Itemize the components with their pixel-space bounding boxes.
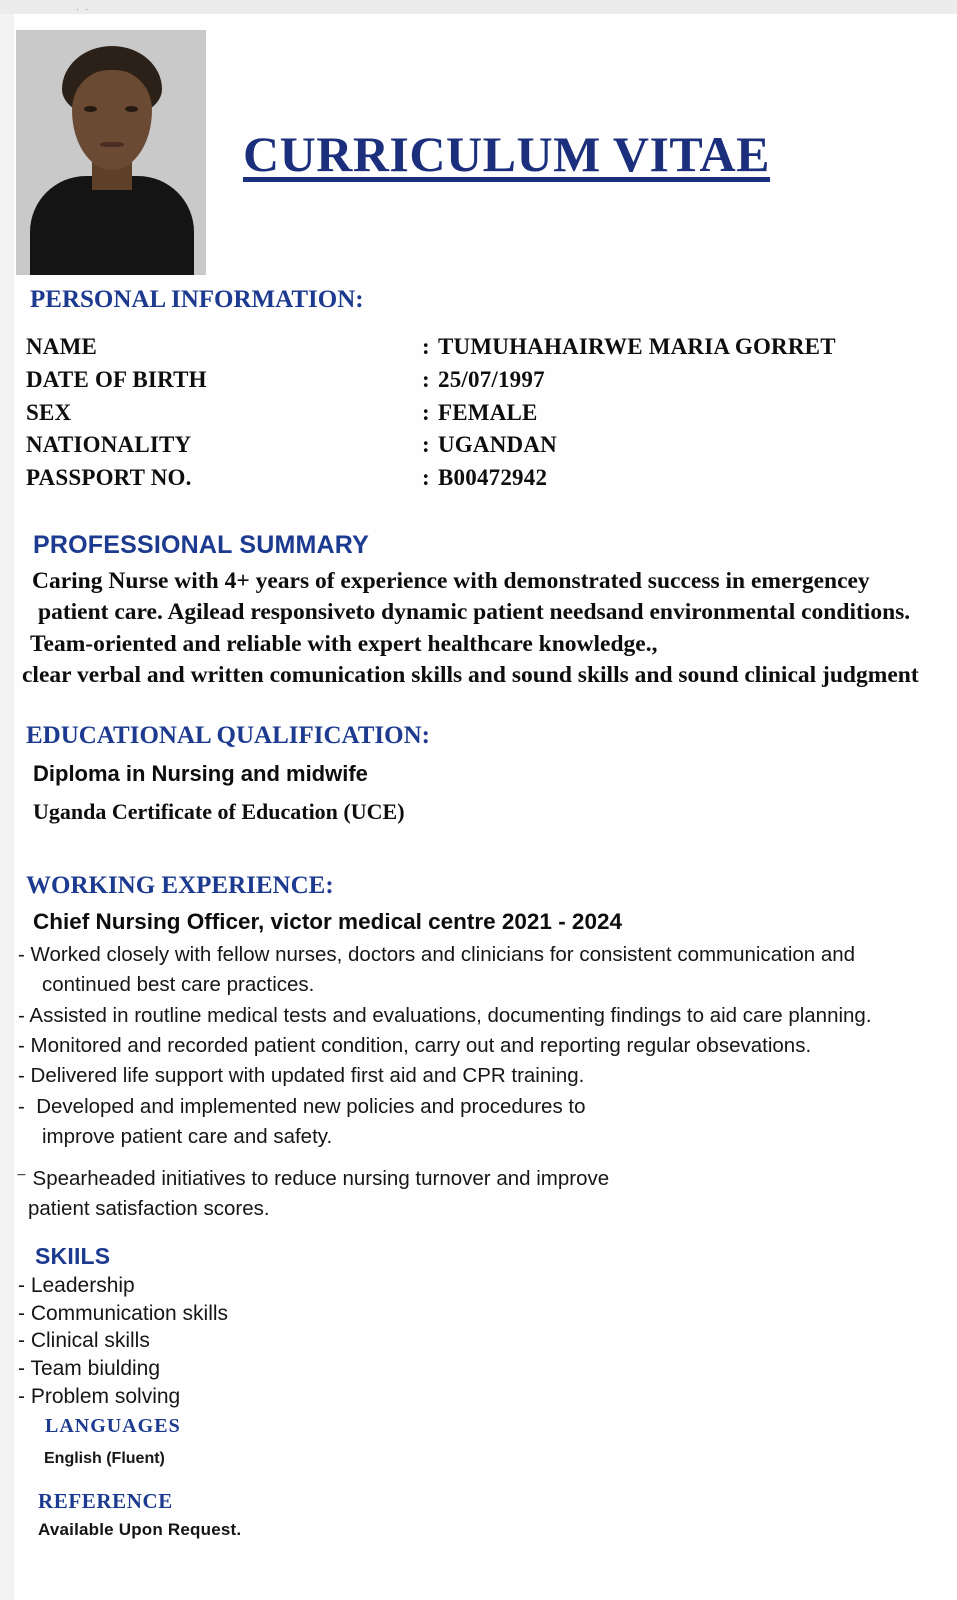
photo-shirt — [30, 176, 194, 275]
pi-colon-name: : — [422, 334, 430, 359]
page-left-margin — [0, 14, 14, 1600]
pi-value-sex: FEMALE — [438, 399, 538, 425]
table-row — [26, 432, 906, 465]
duty-item: - Assisted in routline medical tests and evaluations, documenting findings to aid care planning. — [18, 1003, 872, 1027]
language-item-english: English (Fluent) — [44, 1450, 165, 1467]
section-heading-languages: LANGUAGES — [45, 1415, 181, 1437]
list-item: - Problem solving — [18, 1384, 181, 1408]
pi-label-name: NAME — [26, 334, 98, 359]
pi-label-nationality: NATIONALITY — [26, 432, 192, 458]
summary-line-4: clear verbal and written comunication skills and sound skills and sound clinical judgment — [22, 661, 919, 688]
pi-value-date-of-birth: 25/07/1997 — [438, 366, 545, 392]
summary-line-1: Caring Nurse with 4+ years of experience with demonstrated success in emergencey — [32, 568, 870, 594]
section-heading-personal-information: PERSONAL INFORMATION: — [30, 286, 364, 313]
list-item: - Team biulding — [18, 1357, 161, 1381]
section-heading-educational-qualification: EDUCATIONAL QUALIFICATION: — [26, 722, 430, 749]
experience-job-title: Chief Nursing Officer, victor medical centre 2021 - 2024 — [33, 909, 622, 934]
personal-information-table — [26, 334, 906, 498]
pi-colon-passport-no: : — [422, 465, 430, 490]
section-heading-working-experience: WORKING EXPERIENCE: — [26, 872, 334, 899]
skills-list — [18, 1272, 228, 1411]
education-item-uce: Uganda Certificate of Education (UCE) — [33, 799, 405, 824]
summary-line-3: Team-oriented and reliable with expert healthcare knowledge., — [30, 630, 658, 657]
duty-item: - Developed and implemented new policies and procedures to — [18, 1094, 586, 1118]
table-row — [26, 367, 906, 400]
photo-eye-left — [84, 106, 97, 112]
pi-label-sex: SEX — [26, 399, 72, 425]
passport-photo — [16, 30, 206, 275]
table-row — [26, 334, 906, 367]
summary-line-2: patient care. Agilead responsiveto dynamic patient needsand environmental conditions. — [38, 599, 911, 626]
professional-summary-text — [22, 566, 937, 691]
reference-availability-text: Available Upon Request. — [38, 1520, 242, 1539]
pi-colon-sex: : — [422, 399, 430, 425]
section-heading-skills: SKIILS — [35, 1243, 111, 1269]
duty-item: - Delivered life support with updated first aid and CPR training. — [18, 1064, 585, 1088]
duty-item-continuation: patient satisfaction scores. — [28, 1197, 270, 1221]
education-item-diploma: Diploma in Nursing and midwife — [33, 761, 368, 786]
top-dots-indicator: · · — [76, 4, 91, 14]
pi-label-passport-no: PASSPORT NO. — [26, 465, 192, 490]
page-title: CURRICULUM VITAE — [243, 126, 771, 182]
section-heading-professional-summary: PROFESSIONAL SUMMARY — [33, 531, 369, 559]
pi-colon-date-of-birth: : — [422, 366, 430, 392]
section-heading-reference: REFERENCE — [38, 1489, 173, 1513]
pi-value-nationality: UGANDAN — [438, 432, 557, 458]
list-item: - Communication skills — [18, 1301, 229, 1325]
list-item: - Clinical skills — [18, 1329, 150, 1353]
experience-duties-list — [18, 940, 928, 1152]
duty-item: ⁻ Spearheaded initiatives to reduce nursing turnover and improve — [16, 1167, 610, 1190]
duty-item-continuation: improve patient care and safety. — [42, 1124, 333, 1148]
photo-eye-right — [125, 106, 138, 112]
duty-item-continuation: continued best care practices. — [42, 973, 315, 997]
pi-label-date-of-birth: DATE OF BIRTH — [26, 366, 207, 392]
table-row — [26, 465, 906, 498]
pi-colon-nationality: : — [422, 432, 430, 458]
pi-value-name: TUMUHAHAIRWE MARIA GORRET — [438, 334, 836, 359]
duty-item: - Worked closely with fellow nurses, doctors and clinicians for consistent communication and — [18, 943, 856, 966]
list-item: - Leadership — [18, 1274, 135, 1297]
window-top-strip — [0, 0, 957, 14]
experience-duties-list-extra — [16, 1164, 926, 1225]
duty-item: - Monitored and recorded patient condition, carry out and reporting regular obsevations. — [18, 1033, 812, 1057]
pi-value-passport-no: B00472942 — [438, 465, 548, 490]
photo-mouth — [100, 142, 124, 147]
table-row — [26, 400, 906, 433]
